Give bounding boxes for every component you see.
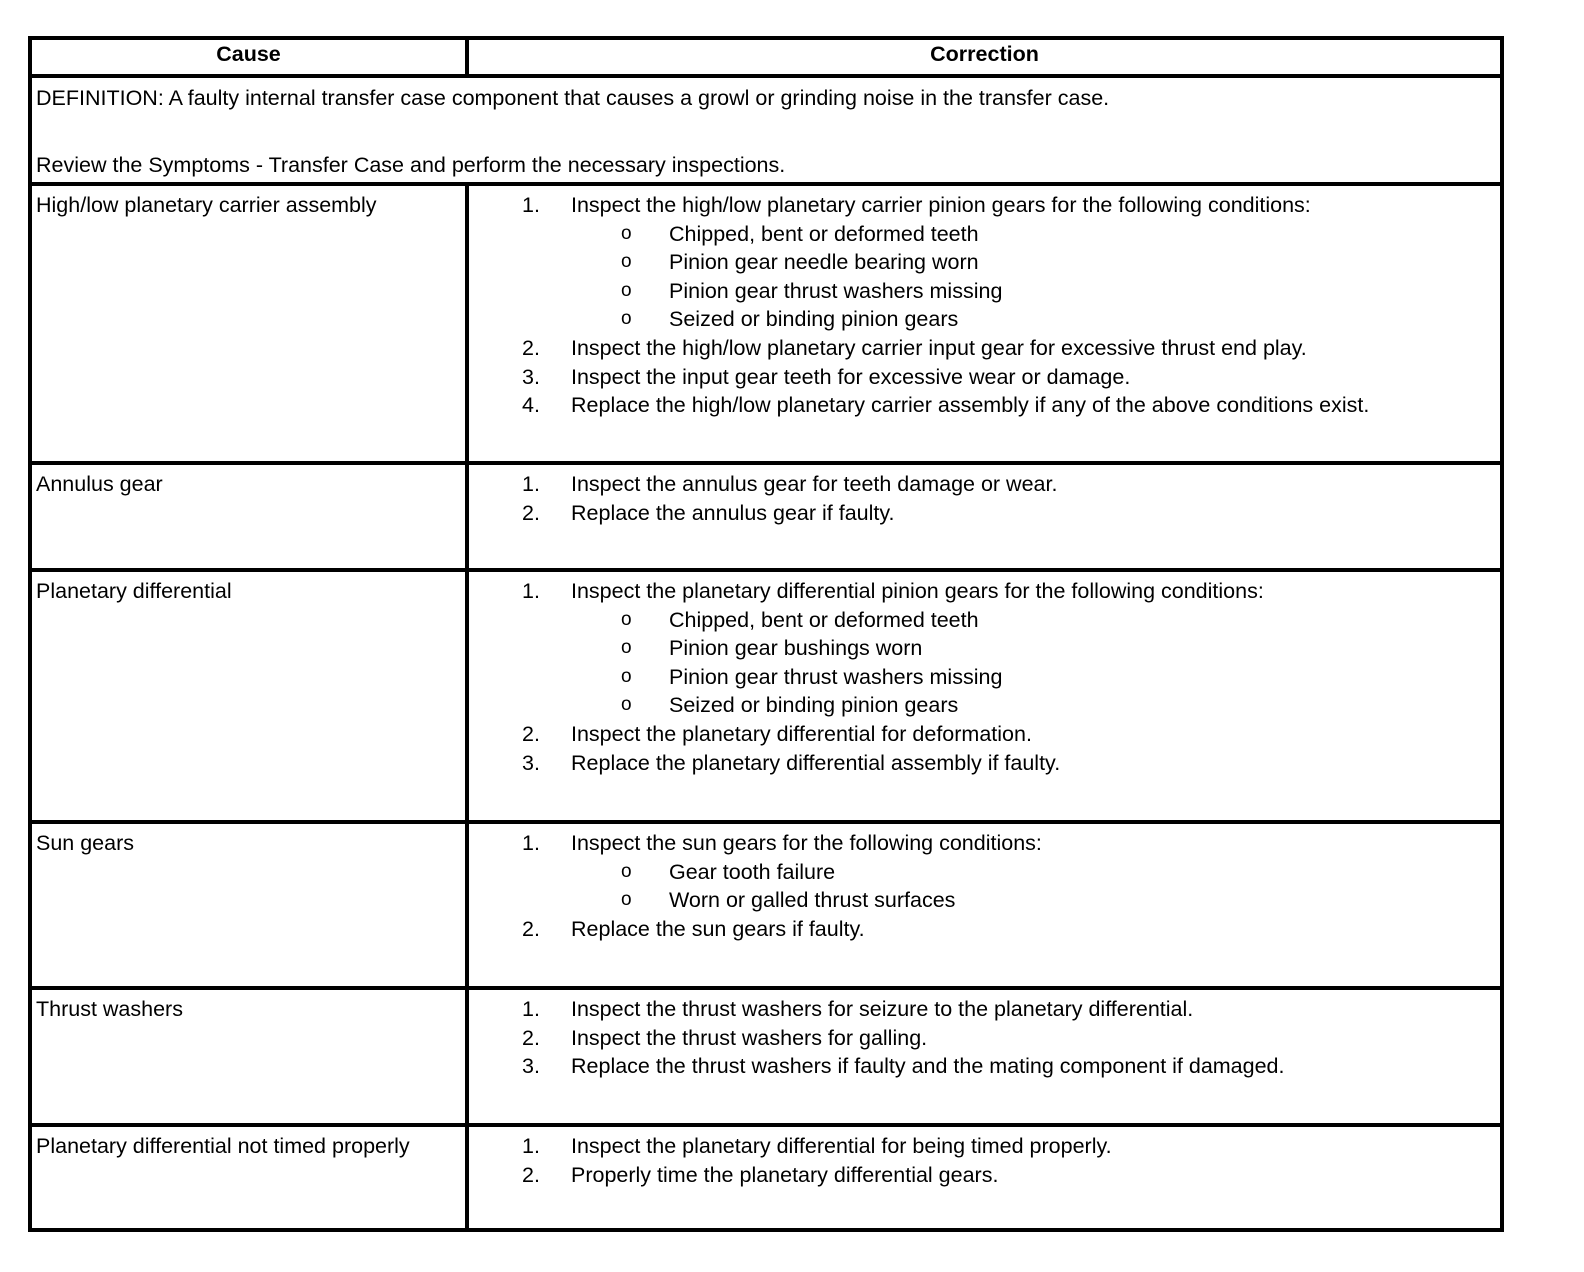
sub-item — [469, 305, 1500, 334]
sub-item-text: Pinion gear needle bearing worn — [669, 250, 979, 275]
definition-row — [30, 76, 1502, 184]
step-item — [469, 499, 1500, 528]
step-item — [469, 1052, 1500, 1081]
sub-item-text: Pinion gear thrust washers missing — [669, 278, 1003, 303]
step-item — [469, 577, 1500, 606]
header-correction: Correction — [467, 38, 1502, 76]
step-text: Inspect the planetary differential pinion gears for the following conditions: — [571, 579, 1264, 603]
bullet-circle-icon: o — [621, 251, 632, 273]
sub-item — [469, 663, 1500, 692]
step-text: Inspect the sun gears for the following conditions: — [571, 831, 1042, 855]
table-row — [30, 463, 1502, 570]
step-item — [469, 749, 1500, 778]
cause-cell: Planetary differential — [30, 570, 467, 822]
cause-cell: High/low planetary carrier assembly — [30, 184, 467, 463]
definition-cell — [30, 76, 1502, 184]
bullet-circle-icon: o — [621, 279, 632, 301]
cause-cell: Annulus gear — [30, 463, 467, 570]
table-row — [30, 988, 1502, 1125]
bullet-circle-icon: o — [621, 222, 632, 244]
step-number: 2. — [522, 916, 540, 941]
step-item — [469, 363, 1500, 392]
sub-item-text: Chipped, bent or deformed teeth — [669, 221, 979, 246]
step-item — [469, 1161, 1500, 1190]
step-item — [469, 995, 1500, 1024]
table-row — [30, 822, 1502, 988]
bullet-circle-icon: o — [621, 608, 632, 630]
correction-cell — [467, 184, 1502, 463]
step-number: 1. — [522, 997, 540, 1021]
step-number: 3. — [522, 750, 540, 775]
table-row — [30, 184, 1502, 463]
step-text: Replace the annulus gear if faulty. — [571, 500, 895, 525]
cause-cell: Sun gears — [30, 822, 467, 988]
step-text: Replace the planetary differential assembly if faulty. — [571, 750, 1061, 775]
correction-cell — [467, 1125, 1502, 1230]
step-text: Inspect the thrust washers for galling. — [571, 1025, 928, 1050]
diagnostic-table — [28, 36, 1504, 1232]
sub-item-text: Chipped, bent or deformed teeth — [669, 607, 979, 632]
step-number: 1. — [522, 1134, 540, 1158]
step-text: Inspect the high/low planetary carrier input gear for excessive thrust end play. — [571, 335, 1307, 360]
step-text: Inspect the planetary differential for being timed properly. — [571, 1134, 1112, 1158]
sub-item — [469, 220, 1500, 249]
step-text: Inspect the planetary differential for deformation. — [571, 721, 1032, 746]
correction-cell — [467, 463, 1502, 570]
step-text: Properly time the planetary differential gears. — [571, 1162, 999, 1187]
step-number: 4. — [522, 393, 540, 418]
step-number: 2. — [522, 721, 540, 746]
bullet-circle-icon: o — [621, 637, 632, 659]
step-number: 1. — [522, 472, 540, 496]
step-text: Replace the sun gears if faulty. — [571, 916, 865, 941]
cause-cell: Thrust washers — [30, 988, 467, 1125]
bullet-circle-icon: o — [621, 308, 632, 330]
step-item — [469, 1132, 1500, 1161]
step-item — [469, 1024, 1500, 1053]
sub-item-text: Seized or binding pinion gears — [669, 307, 959, 332]
sub-item — [469, 858, 1500, 887]
sub-item — [469, 248, 1500, 277]
step-text: Inspect the annulus gear for teeth damage or wear. — [571, 472, 1058, 496]
correction-cell — [467, 570, 1502, 822]
step-item — [469, 470, 1500, 499]
bullet-circle-icon: o — [621, 889, 632, 911]
sub-item — [469, 277, 1500, 306]
step-text: Replace the thrust washers if faulty and the mating component if damaged. — [571, 1054, 1285, 1079]
step-number: 2. — [522, 1162, 540, 1187]
bullet-circle-icon: o — [621, 860, 632, 882]
step-item — [469, 720, 1500, 749]
step-item — [469, 915, 1500, 944]
definition-text: DEFINITION: A faulty internal transfer case component that causes a growl or grinding noise in the transfer case. — [36, 86, 1110, 110]
sub-item-text: Pinion gear thrust washers missing — [669, 664, 1003, 689]
step-text: Replace the high/low planetary carrier assembly if any of the above conditions exist. — [571, 393, 1370, 418]
table-row — [30, 1125, 1502, 1230]
step-number: 2. — [522, 500, 540, 525]
table-row — [30, 570, 1502, 822]
step-item — [469, 391, 1500, 420]
sub-item-text: Seized or binding pinion gears — [669, 693, 959, 718]
header-cause: Cause — [30, 38, 467, 76]
cause-cell: Planetary differential not timed properly — [30, 1125, 467, 1230]
step-number: 1. — [522, 579, 540, 603]
step-item — [469, 334, 1500, 363]
sub-item — [469, 886, 1500, 915]
sub-item — [469, 691, 1500, 720]
correction-cell — [467, 988, 1502, 1125]
sub-item-text: Gear tooth failure — [669, 859, 836, 884]
step-number: 2. — [522, 1025, 540, 1050]
sub-item — [469, 606, 1500, 635]
bullet-circle-icon: o — [621, 694, 632, 716]
step-number: 3. — [522, 1054, 540, 1079]
sub-item-text: Worn or galled thrust surfaces — [669, 888, 956, 913]
sub-item — [469, 634, 1500, 663]
step-text: Inspect the high/low planetary carrier pinion gears for the following conditions: — [571, 193, 1311, 217]
step-number: 3. — [522, 364, 540, 389]
correction-cell — [467, 822, 1502, 988]
step-number: 2. — [522, 335, 540, 360]
step-item — [469, 829, 1500, 858]
header-row — [30, 38, 1502, 76]
bullet-circle-icon: o — [621, 665, 632, 687]
review-instruction-text: Review the Symptoms - Transfer Case and perform the necessary inspections. — [36, 152, 786, 177]
step-number: 1. — [522, 193, 540, 217]
sub-item-text: Pinion gear bushings worn — [669, 636, 923, 661]
step-text: Inspect the input gear teeth for excessive wear or damage. — [571, 364, 1131, 389]
step-number: 1. — [522, 831, 540, 855]
step-text: Inspect the thrust washers for seizure to the planetary differential. — [571, 997, 1194, 1021]
step-item — [469, 191, 1500, 220]
